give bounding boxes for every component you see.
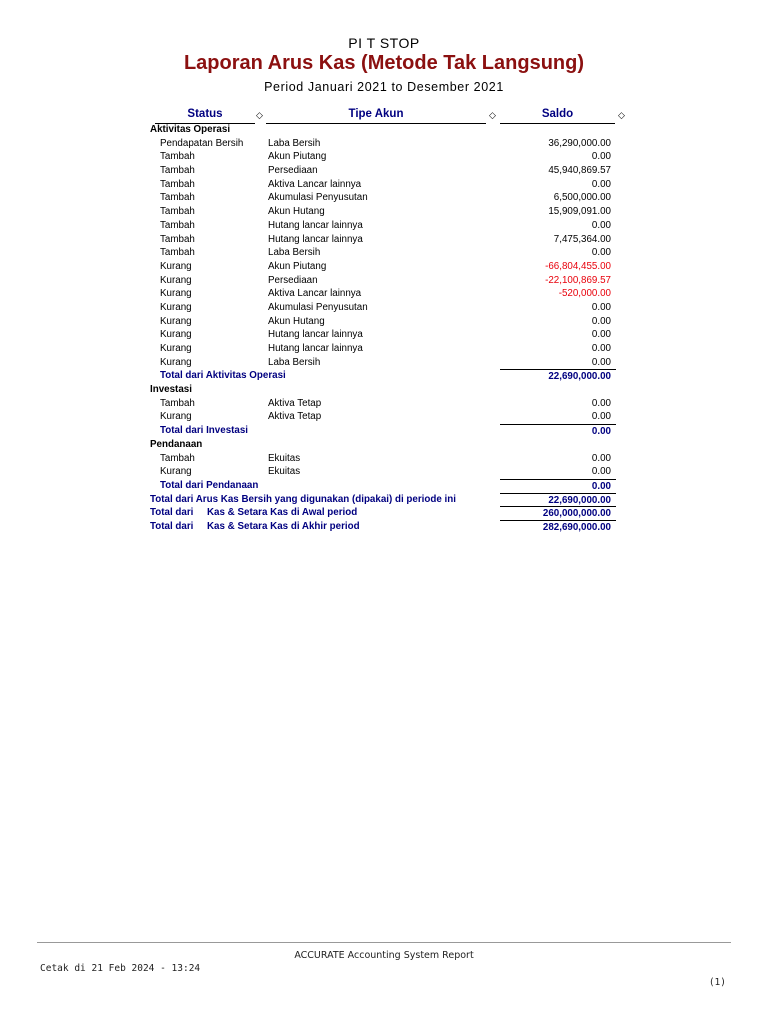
section-header-row [0,123,768,137]
subtotal-value: 0.00 [500,424,616,439]
saldo-cell: 15,909,091.00 [548,206,611,218]
subtotal-row [0,424,768,438]
table-row [0,274,768,288]
status-cell: Kurang [160,329,192,341]
section-title: Pendanaan [150,438,203,450]
company-name: PI T STOP [348,35,420,51]
saldo-cell: 0.00 [591,151,611,163]
saldo-cell: 0.00 [591,397,611,409]
sort-tipe-akun-icon[interactable]: ◇ [489,110,496,120]
subtotal-label: Total dari Investasi [160,425,249,437]
table-row [0,452,768,466]
table-row [0,137,768,151]
saldo-cell: 0.00 [591,343,611,354]
print-timestamp: Cetak di 21 Feb 2024 - 13:24 [40,963,201,974]
table-row [0,233,768,247]
account-cell: Aktiva Lancar lainnya [268,288,362,300]
status-cell: Kurang [160,288,192,300]
table-row [0,178,768,192]
account-cell: Ekuitas [268,466,301,478]
table-row [0,219,768,233]
saldo-cell: 0.00 [591,452,611,464]
account-cell: Akumulasi Penyusutan [268,192,368,204]
saldo-cell: 45,940,869.57 [548,165,611,177]
account-cell: Akun Piutang [268,260,327,272]
summary-value: 260,000,000.00 [500,506,616,521]
summary-label: Total dari Kas & Setara Kas di Awal period [150,507,358,519]
status-cell: Kurang [160,466,192,478]
table-row [0,397,768,411]
section-title: Aktivitas Operasi [150,124,231,135]
summary-row [0,506,768,520]
footer-divider [37,942,731,943]
subtotal-label: Total dari Pendanaan [160,479,259,491]
status-cell: Kurang [160,274,192,286]
summary-value: 22,690,000.00 [500,493,616,508]
saldo-cell: 0.00 [591,329,611,341]
saldo-cell: 7,475,364.00 [553,233,611,245]
footer-system-label: ACCURATE Accounting System Report [294,950,474,961]
subtotal-label: Total dari Aktivitas Operasi [160,370,286,382]
summary-value: 282,690,000.00 [500,520,616,535]
table-row [0,328,768,342]
account-cell: Hutang lancar lainnya [268,343,363,354]
table-row [0,164,768,178]
saldo-cell: 36,290,000.00 [548,137,611,149]
status-cell: Tambah [160,452,195,464]
saldo-cell: 0.00 [591,301,611,313]
account-cell: Hutang lancar lainnya [268,219,363,231]
status-cell: Kurang [160,301,192,313]
account-cell: Akun Hutang [268,206,325,218]
sort-status-icon[interactable]: ◇ [256,110,263,120]
status-cell: Kurang [160,356,192,368]
saldo-cell: 6,500,000.00 [553,192,611,204]
account-cell: Aktiva Lancar lainnya [268,178,362,190]
status-cell: Tambah [160,247,195,259]
saldo-cell: 0.00 [591,466,611,478]
account-cell: Hutang lancar lainnya [268,329,363,341]
status-cell: Tambah [160,397,195,409]
section-header-row [0,383,768,397]
account-cell: Akun Piutang [268,151,327,163]
table-row [0,246,768,260]
table-row [0,205,768,219]
status-cell: Kurang [160,260,192,272]
sort-saldo-icon[interactable]: ◇ [618,110,625,120]
cashflow-table [0,123,768,534]
report-title: Laporan Arus Kas (Metode Tak Langsung) [183,52,585,74]
subtotal-value: 0.00 [500,479,616,494]
page-number: (1) [708,977,726,988]
status-cell: Pendapatan Bersih [160,137,244,149]
status-cell: Tambah [160,206,195,218]
saldo-cell: 0.00 [591,315,611,327]
table-row [0,356,768,370]
table-row [0,191,768,205]
account-cell: Laba Bersih [268,137,321,149]
status-cell: Tambah [160,165,195,177]
saldo-cell: 0.00 [591,178,611,190]
account-cell: Aktiva Tetap [268,411,322,423]
status-cell: Tambah [160,192,195,204]
column-header-saldo[interactable]: Saldo [500,108,615,124]
table-row [0,465,768,479]
section-header-row [0,438,768,452]
table-row [0,260,768,274]
table-row [0,342,768,356]
status-cell: Kurang [160,343,192,354]
report-period: Period Januari 2021 to Desember 2021 [264,80,504,94]
summary-row [0,493,768,507]
saldo-cell: 0.00 [591,219,611,231]
account-cell: Persediaan [268,274,318,286]
table-row [0,150,768,164]
status-cell: Tambah [160,178,195,190]
account-cell: Persediaan [268,165,318,177]
table-row [0,410,768,424]
account-cell: Ekuitas [268,452,301,464]
account-cell: Aktiva Tetap [268,397,322,409]
account-cell: Laba Bersih [268,247,321,259]
column-header-status[interactable]: Status [155,108,255,124]
status-cell: Kurang [160,411,192,423]
saldo-cell-negative: -66,804,455.00 [545,260,611,272]
table-row [0,315,768,329]
account-cell: Akun Hutang [268,315,325,327]
status-cell: Kurang [160,315,192,327]
saldo-cell-negative: -520,000.00 [558,288,611,300]
table-row [0,287,768,301]
account-cell: Laba Bersih [268,356,321,368]
summary-label: Total dari Arus Kas Bersih yang digunakan (dipakai) di periode ini [150,493,456,505]
summary-row [0,520,768,534]
status-cell: Tambah [160,233,195,245]
table-row [0,301,768,315]
subtotal-row [0,369,768,383]
saldo-cell-negative: -22,100,869.57 [545,274,611,286]
subtotal-row [0,479,768,493]
saldo-cell: 0.00 [591,411,611,423]
status-cell: Tambah [160,219,195,231]
status-cell: Tambah [160,151,195,163]
column-header-tipe-akun[interactable]: Tipe Akun [266,108,486,124]
subtotal-value: 22,690,000.00 [500,369,616,384]
saldo-cell: 0.00 [591,356,611,368]
section-title: Investasi [150,384,192,396]
account-cell: Hutang lancar lainnya [268,233,363,245]
account-cell: Akumulasi Penyusutan [268,301,368,313]
summary-label: Total dari Kas & Setara Kas di Akhir period [150,520,360,532]
saldo-cell: 0.00 [591,247,611,259]
